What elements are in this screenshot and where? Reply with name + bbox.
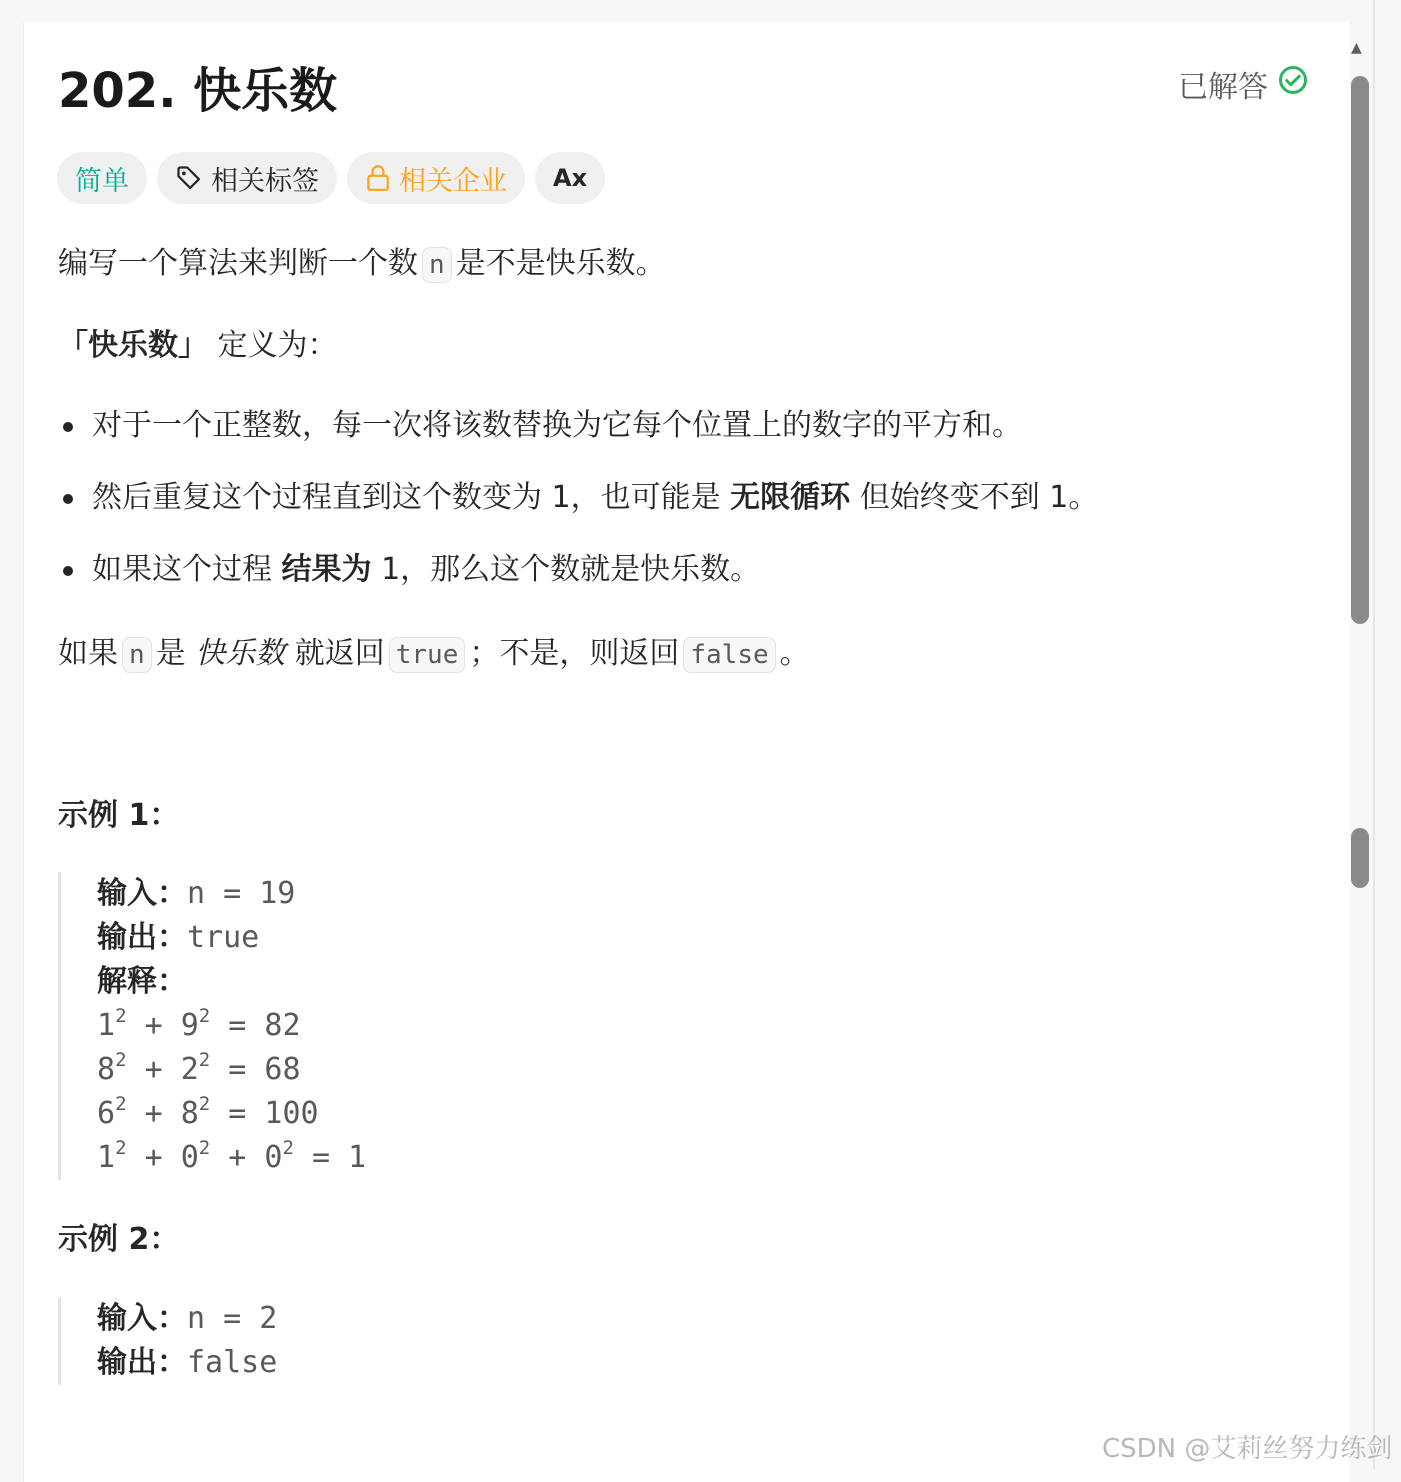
related-companies-label: 相关企业	[399, 165, 507, 197]
example-2-output	[97, 1341, 277, 1385]
difficulty-label: 简单	[75, 165, 129, 197]
intro-paragraph	[58, 240, 666, 289]
problem-title: 202. 快乐数	[58, 63, 338, 119]
scrollbar-thumb[interactable]	[1351, 76, 1369, 624]
code-n: n	[422, 247, 452, 283]
bullet-text: 但始终变不到 1。	[859, 480, 1099, 515]
list-item	[58, 546, 1098, 618]
return-text: 就返回	[294, 636, 385, 671]
output-label: 输出：	[97, 1345, 187, 1380]
bullet-bold: 无限循环	[730, 480, 851, 515]
explain-line: $8^2 + 2^2 = 68$	[97, 1049, 301, 1087]
example-2-input	[97, 1297, 277, 1341]
lock-icon	[365, 164, 391, 192]
example-1-output	[97, 916, 366, 960]
tag-row	[57, 152, 605, 204]
example-1-title: 示例 1：	[58, 798, 180, 833]
bullet-text: 1，那么这个数就是快乐数。	[381, 552, 761, 587]
input-value: n = 19	[187, 876, 296, 911]
input-value: n = 2	[187, 1301, 278, 1336]
related-tags-button[interactable]	[157, 152, 337, 204]
return-text: 是	[155, 636, 186, 671]
output-label: 输出：	[97, 920, 187, 955]
solved-status	[1178, 62, 1308, 106]
code-true: true	[389, 637, 466, 673]
example-1-block	[58, 872, 366, 1180]
frame-divider	[1373, 0, 1375, 1470]
return-text: 如果	[58, 636, 118, 671]
scroll-up-arrow-icon[interactable]: ▲	[1351, 40, 1362, 56]
return-italic: 快乐数	[195, 636, 286, 671]
output-value: false	[187, 1345, 278, 1380]
output-value: true	[187, 920, 260, 955]
explain-line: $1^2 + 0^2 + 0^2 = 1$	[97, 1137, 367, 1175]
bullet-text: 对于一个正整数，每一次将该数替换为它每个位置上的数字的平方和。	[92, 408, 1022, 443]
return-text: ；不是，则返回	[469, 636, 680, 671]
example-2-title: 示例 2：	[58, 1222, 180, 1257]
check-circle-icon	[1278, 65, 1308, 103]
explain-label: 解释：	[97, 964, 187, 999]
related-companies-button[interactable]	[347, 152, 525, 204]
input-label: 输入：	[97, 876, 187, 911]
translate-button[interactable]	[535, 152, 605, 204]
bullet-text: 如果这个过程	[92, 552, 272, 587]
related-tags-label: 相关标签	[211, 165, 319, 197]
definition-term: 「快乐数」	[58, 328, 208, 363]
return-paragraph	[58, 630, 810, 679]
explain-line: $1^2 + 9^2 = 82$	[97, 1005, 301, 1043]
bullet-text: 然后重复这个过程直到这个数变为 1，也可能是	[92, 480, 721, 515]
example-1-input	[97, 872, 366, 916]
watermark: CSDN @艾莉丝努力练剑	[1102, 1434, 1393, 1464]
solved-label: 已解答	[1178, 70, 1268, 105]
bullet-bold: 结果为	[281, 552, 372, 587]
difficulty-tag[interactable]	[57, 152, 147, 204]
list-item	[58, 402, 1098, 474]
input-label: 输入：	[97, 1301, 187, 1336]
explain-line: $6^2 + 8^2 = 100$	[97, 1093, 319, 1131]
definition-text: 定义为：	[217, 328, 338, 363]
definition-list	[58, 402, 1098, 618]
definition-paragraph	[58, 322, 338, 370]
code-false: false	[683, 637, 775, 673]
example-1-explain	[97, 960, 366, 1004]
example-2-block	[58, 1297, 277, 1385]
tag-icon	[175, 164, 203, 192]
intro-text: 编写一个算法来判断一个数	[58, 246, 418, 281]
return-text: 。	[779, 636, 810, 671]
translate-icon: Ax	[553, 164, 588, 192]
code-n: n	[122, 637, 152, 673]
list-item	[58, 474, 1098, 546]
intro-text-end: 是不是快乐数。	[455, 246, 666, 281]
scrollbar-thumb-secondary[interactable]	[1351, 828, 1369, 888]
